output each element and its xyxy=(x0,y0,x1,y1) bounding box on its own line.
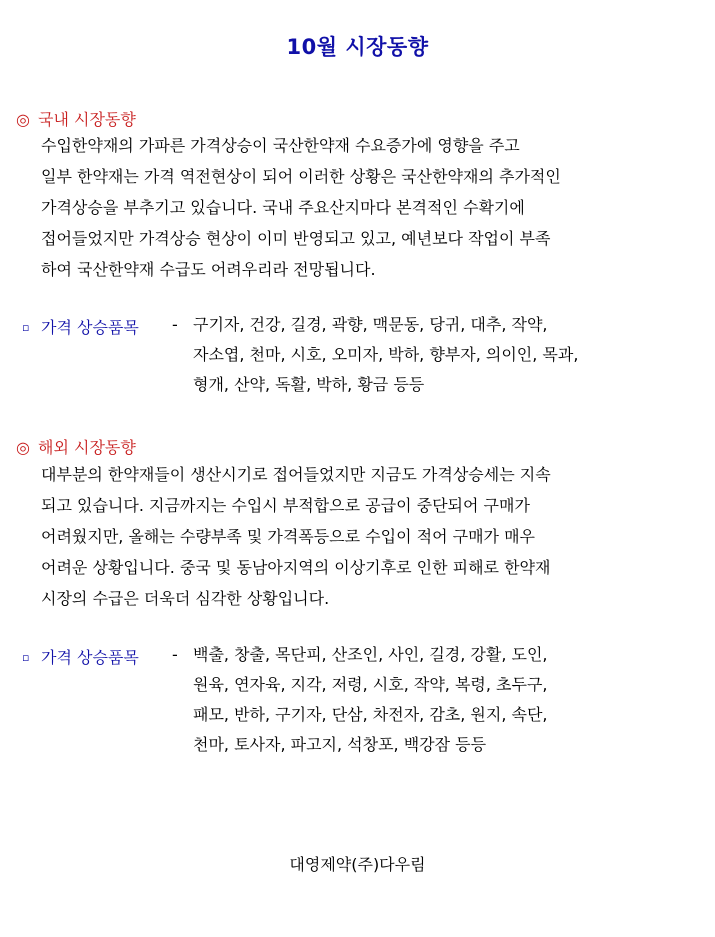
paragraph-line: 시장의 수급은 더욱더 심각한 상황입니다. xyxy=(41,589,330,608)
overseas-items-list xyxy=(193,640,548,760)
domestic-heading xyxy=(16,107,136,130)
small-square-icon: ▫ xyxy=(22,651,30,664)
items-label-text: 가격 상승품목 xyxy=(41,648,139,667)
items-line: 형개, 산약, 독활, 박하, 황금 등등 xyxy=(193,375,425,394)
paragraph-line: 수입한약재의 가파른 가격상승이 국산한약재 수요증가에 영향을 주고 xyxy=(41,136,520,155)
items-line: 패모, 반하, 구기자, 단삼, 차전자, 감초, 원지, 속단, xyxy=(193,705,548,724)
domestic-items-list xyxy=(193,310,578,400)
items-line: 자소엽, 천마, 시호, 오미자, 박하, 향부자, 의이인, 목과, xyxy=(193,345,579,364)
double-circle-icon: ◎ xyxy=(16,438,30,457)
paragraph-line: 어려운 상황입니다. 중국 및 동남아지역의 이상기후로 인한 피해로 한약재 xyxy=(41,558,551,577)
items-line: 백출, 창출, 목단피, 산조인, 사인, 길경, 강활, 도인, xyxy=(193,645,548,664)
small-square-icon: ▫ xyxy=(22,321,30,334)
items-dash: - xyxy=(172,315,178,334)
overseas-heading xyxy=(16,435,136,458)
paragraph-line: 접어들었지만 가격상승 현상이 이미 반영되고 있고, 예년보다 작업이 부족 xyxy=(41,229,551,248)
double-circle-icon: ◎ xyxy=(16,110,30,129)
domestic-heading-text: 국내 시장동향 xyxy=(38,110,136,129)
items-line: 천마, 토사자, 파고지, 석창포, 백강잠 등등 xyxy=(193,735,487,754)
domestic-items-label xyxy=(22,315,139,338)
paragraph-line: 어려웠지만, 올해는 수량부족 및 가격폭등으로 수입이 적어 구매가 매우 xyxy=(41,527,535,546)
company-footer: 대영제약(주)다우림 xyxy=(289,855,426,874)
paragraph-line: 하여 국산한약재 수급도 어려우리라 전망됩니다. xyxy=(41,260,376,279)
paragraph-line: 대부분의 한약재들이 생산시기로 접어들었지만 지금도 가격상승세는 지속 xyxy=(41,465,551,484)
paragraph-line: 일부 한약재는 가격 역전현상이 되어 이러한 상황은 국산한약재의 추가적인 xyxy=(41,167,561,186)
overseas-paragraph xyxy=(41,459,551,614)
items-label-text: 가격 상승품목 xyxy=(41,318,139,337)
paragraph-line: 되고 있습니다. 지금까지는 수입시 부적합으로 공급이 중단되어 구매가 xyxy=(41,496,530,515)
domestic-paragraph xyxy=(41,130,561,285)
items-line: 구기자, 건강, 길경, 곽향, 맥문동, 당귀, 대추, 작약, xyxy=(193,315,548,334)
overseas-items-label xyxy=(22,645,139,668)
page-title: 10월 시장동향 xyxy=(286,35,429,59)
items-dash: - xyxy=(172,645,178,664)
items-line: 원육, 연자육, 지각, 저령, 시호, 작약, 복령, 초두구, xyxy=(193,675,548,694)
overseas-heading-text: 해외 시장동향 xyxy=(38,438,136,457)
paragraph-line: 가격상승을 부추기고 있습니다. 국내 주요산지마다 본격적인 수확기에 xyxy=(41,198,525,217)
